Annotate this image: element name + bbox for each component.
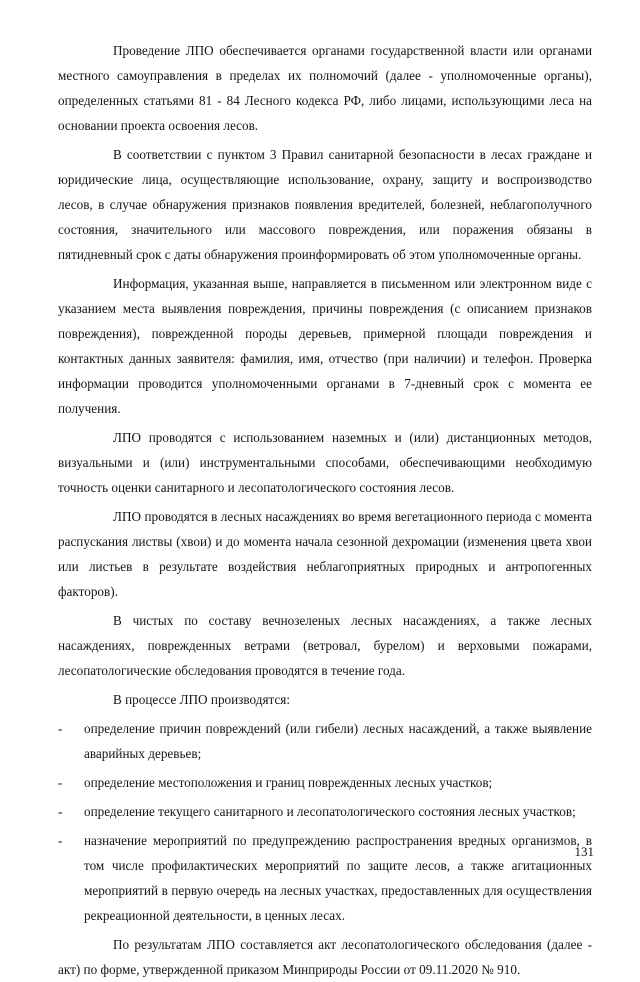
activities-list: [58, 716, 592, 928]
page-number: 131: [574, 844, 594, 859]
paragraph: В соответствии с пунктом 3 Правил санитарной безопасности в лесах граждане и юридические лица, осуществляющие использование, охрану, защиту и воспроизводство лесов, в случае обнаружения признаков появления вредителей, болезней, неблагополучного состояния, значительного или массового повреждения, или поражения обязаны в пятидневный срок с даты обнаружения проинформировать об этом уполномоченные органы.: [58, 147, 592, 262]
paragraph: Информация, указанная выше, направляется в письменном или электронном виде с указанием места выявления повреждения, причины повреждения (с описанием признаков повреждения), поврежденной породы деревьев, примерной площади повреждения и контактных данных заявителя: фамилия, имя, отчество (при наличии) и телефон. Проверка информации проводится уполномоченными органами в 7-дневный срок с момента ее получения.: [58, 276, 592, 416]
closing-paragraph: По результатам ЛПО составляется акт лесопатологического обследования (далее - акт) по форме, утвержденной приказом Минприроды России от 09.11.2020 № 910.: [58, 937, 592, 977]
list-item-text: определение местоположения и границ поврежденных лесных участков;: [84, 775, 493, 790]
list-intro: В процессе ЛПО производятся:: [113, 692, 291, 707]
list-bullet: -: [58, 775, 63, 790]
list-item: [58, 799, 592, 824]
list-bullet: -: [58, 833, 63, 848]
document-page: [58, 38, 592, 982]
list-item-text: назначение мероприятий по предупреждению распространения вредных организмов, в том числе профилактических мероприятий по защите лесов, а также агитационных мероприятий в первую очередь на лесных участках, предоставленных для осуществления рекреационной деятельности, в ценных лесах.: [84, 833, 592, 923]
list-item: [58, 770, 592, 795]
paragraph: ЛПО проводятся в лесных насаждениях во время вегетационного периода с момента распускания листвы (хвои) и до момента начала сезонной дехромации (изменения цвета хвои или листьев в результате воздействия неблагоприятных природных и антропогенных факторов).: [58, 509, 592, 599]
list-item: [58, 716, 592, 766]
paragraph: Проведение ЛПО обеспечивается органами государственной власти или органами местного самоуправления в пределах их полномочий (далее - уполномоченные органы), определенных статьями 81 - 84 Лесного кодекса РФ, либо лицами, использующими леса на основании проекта освоения лесов.: [58, 43, 592, 133]
list-item-text: определение причин повреждений (или гибели) лесных насаждений, а также выявление аварийных деревьев;: [84, 721, 592, 761]
list-bullet: -: [58, 721, 63, 736]
list-item-text: определение текущего санитарного и лесопатологического состояния лесных участков;: [84, 804, 576, 819]
list-item: [58, 828, 592, 928]
paragraph: ЛПО проводятся с использованием наземных и (или) дистанционных методов, визуальными и (или) инструментальными способами, обеспечивающими необходимую точность оценки санитарного и лесопатологического состояния лесов.: [58, 430, 592, 495]
list-bullet: -: [58, 804, 63, 819]
paragraph: В чистых по составу вечнозеленых лесных насаждениях, а также лесных насаждениях, поврежденных ветрами (ветровал, бурелом) и верховыми пожарами, лесопатологические обследования проводятся в течение года.: [58, 613, 592, 678]
